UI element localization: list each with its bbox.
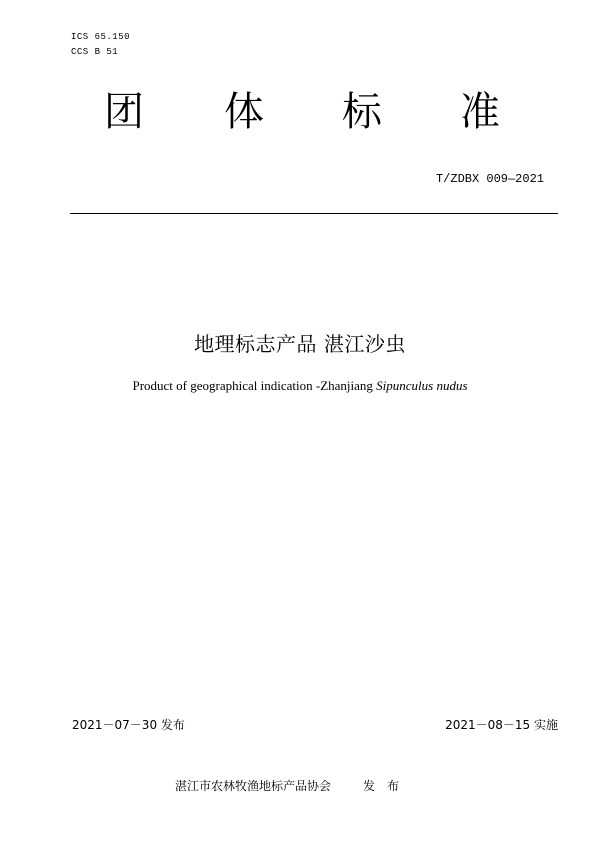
publish-date: 2021－07－30 发布 [72,718,185,732]
heading-char-2: 体 [224,89,264,135]
title-en-species: Sipunculus nudus [376,378,468,393]
issuer-line [175,777,411,794]
issuer-name: 湛江市农林牧渔地标产品协会 [175,779,332,793]
title-en-prefix: Product of geographical indication -Zhanjiang [132,378,377,393]
issuer-action: 发布 [363,779,412,793]
heading-char-3: 标 [342,89,382,135]
standard-number: T/ZDBX 009—2021 [435,172,544,186]
document-title-cn: 地理标志产品 湛江沙虫 [194,332,406,356]
classification-codes [71,30,130,60]
implement-date: 2021－08－15 实施 [445,718,558,732]
heading-char-1: 团 [104,89,144,135]
document-title-en [0,378,600,394]
ics-code: ICS 65.150 [71,32,131,42]
ccs-code: CCS B 51 [71,47,119,57]
header-divider [70,213,558,214]
document-type-heading [100,88,520,138]
heading-char-4: 准 [460,89,500,135]
